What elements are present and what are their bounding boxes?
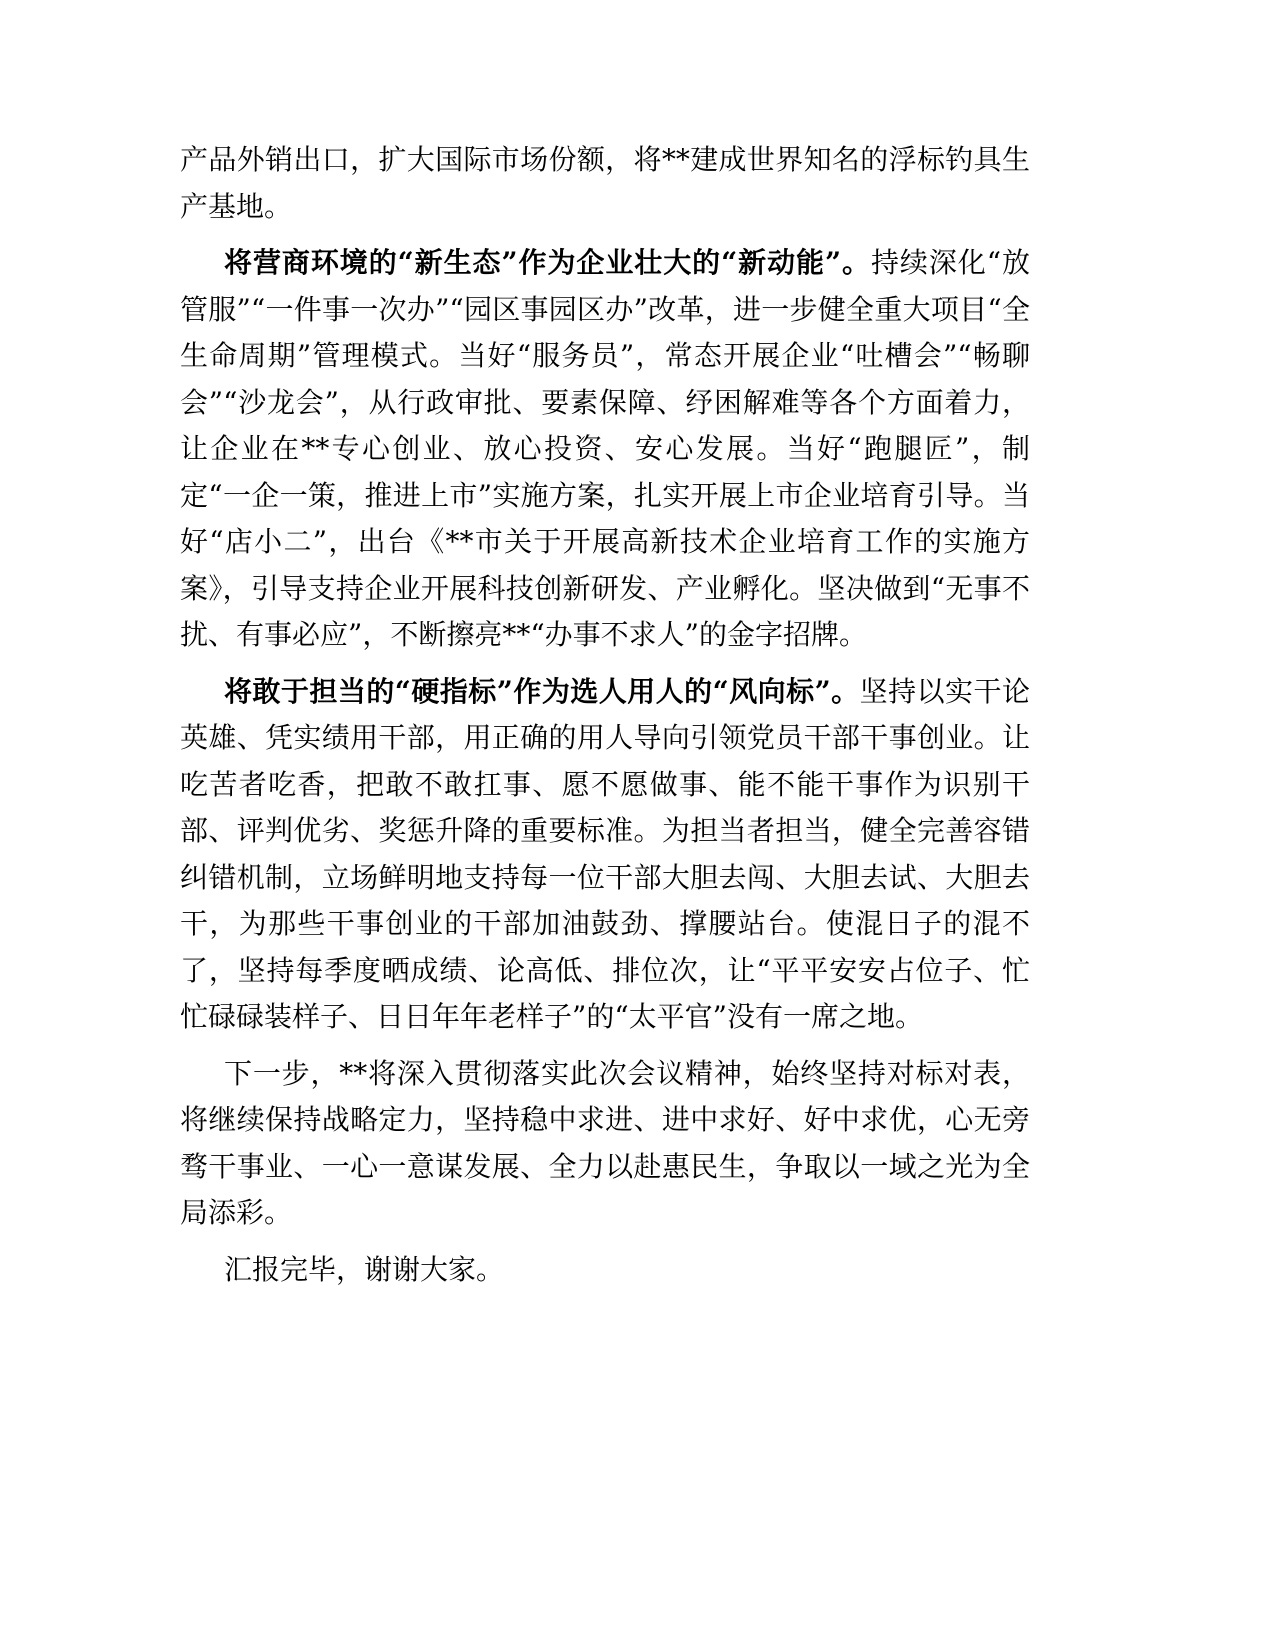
paragraph-text: 产品外销出口，扩大国际市场份额，将**建成世界知名的浮标钓具生产基地。 (180, 143, 1030, 223)
paragraph-heading: 将营商环境的“新生态”作为企业壮大的“新动能”。 (224, 246, 871, 279)
document-body (180, 137, 1030, 1303)
paragraph-heading: 将敢于担当的“硬指标”作为选人用人的“风向标”。 (224, 674, 860, 708)
paragraph-cadre-selection (180, 669, 1030, 1041)
paragraph-text: 坚持以实干论英雄、凭实绩用干部，用正确的用人导向引领党员干部干事创业。让吃苦者吃香，把敢不敢扛事、愿不愿做事、能不能干事作为识别干部、评判优劣、奖惩升降的重要标准。为担当者担当，健全完善容错纠错机制，立场鲜明地支持每一位干部大胆去闯、大胆去试、大胆去干，为那些干事创业的干部加油鼓劲、撑腰站台。使混日子的混不了，坚持每季度晒成绩、论高低、排位次，让“平平安安占位子、忙忙碌碌装样子、日日年年老样子”的“太平官”没有一席之地。 (180, 674, 1030, 1033)
paragraph-text: 下一步，**将深入贯彻落实此次会议精神，始终坚持对标对表，将继续保持战略定力，坚持稳中求进、进中求好、好中求优，心无旁骛干事业、一心一意谋发展、全力以赴惠民生，争取以一域之光为全局添彩。 (180, 1056, 1030, 1229)
paragraph-text: 持续深化“放管服”“一件事一次办”“园区事园区办”改革，进一步健全重大项目“全生命周期”管理模式。当好“服务员”，常态开展企业“吐槽会”“畅聊会”“沙龙会”，从行政审批、要素保障、纾困解难等各个方面着力，让企业在**专心创业、放心投资、安心发展。当好“跑腿匠”，制定“一企一策，推进上市”实施方案，扎实开展上市企业培育引导。当好“店小二”，出台《**市关于开展高新技术企业培育工作的实施方案》，引导支持企业开展科技创新研发、产业孵化。坚决做到“无事不扰、有事必应”，不断擦亮**“办事不求人”的金字招牌。 (180, 246, 1030, 651)
paragraph-business-environment (180, 240, 1030, 659)
paragraph-closing (180, 1247, 1030, 1294)
paragraph-continuation (180, 137, 1030, 230)
paragraph-next-steps (180, 1051, 1030, 1237)
paragraph-text: 汇报完毕，谢谢大家。 (224, 1252, 505, 1286)
